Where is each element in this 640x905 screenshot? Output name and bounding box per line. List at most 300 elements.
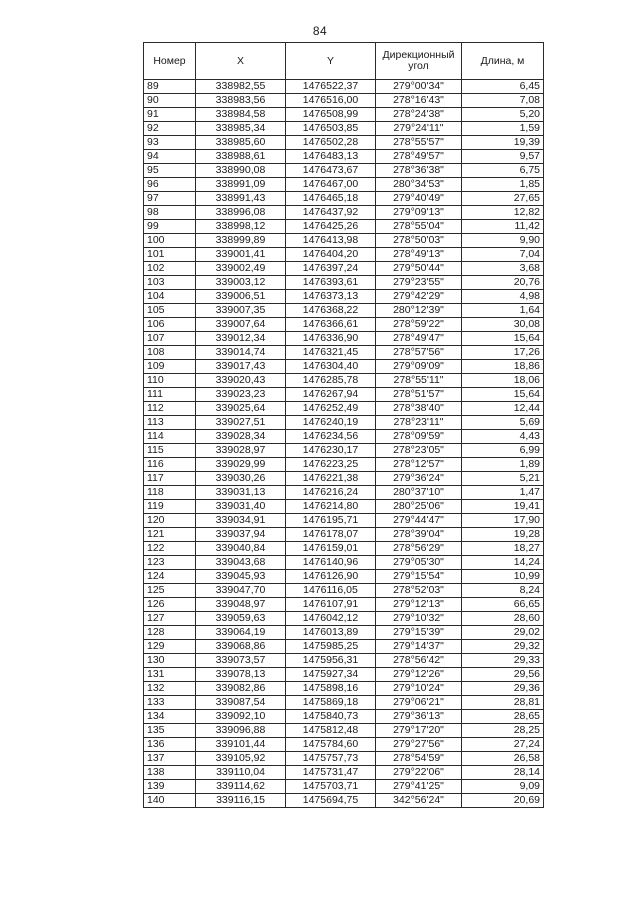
table-row	[144, 136, 544, 150]
cell-number: 110	[144, 374, 196, 388]
cell-direction: 279°10'32"	[376, 612, 462, 626]
table-row	[144, 108, 544, 122]
table-row	[144, 290, 544, 304]
cell-x: 339023,23	[196, 388, 286, 402]
table-row	[144, 346, 544, 360]
table-row	[144, 738, 544, 752]
cell-number: 99	[144, 220, 196, 234]
table-row	[144, 514, 544, 528]
table-row	[144, 192, 544, 206]
table-row	[144, 710, 544, 724]
cell-length: 30,08	[462, 318, 544, 332]
cell-number: 130	[144, 654, 196, 668]
cell-x: 339048,97	[196, 598, 286, 612]
cell-y: 1476178,07	[286, 528, 376, 542]
cell-number: 96	[144, 178, 196, 192]
cell-number: 101	[144, 248, 196, 262]
cell-x: 339001,41	[196, 248, 286, 262]
cell-y: 1475927,34	[286, 668, 376, 682]
cell-number: 126	[144, 598, 196, 612]
cell-direction: 279°23'55"	[376, 276, 462, 290]
cell-length: 1,85	[462, 178, 544, 192]
cell-y: 1476013,89	[286, 626, 376, 640]
cell-number: 121	[144, 528, 196, 542]
cell-x: 338982,55	[196, 80, 286, 94]
table-row	[144, 374, 544, 388]
cell-direction: 278°12'57"	[376, 458, 462, 472]
table-row	[144, 542, 544, 556]
cell-x: 339114,62	[196, 780, 286, 794]
cell-y: 1475985,25	[286, 640, 376, 654]
table-row	[144, 696, 544, 710]
cell-x: 338996,08	[196, 206, 286, 220]
cell-y: 1476252,49	[286, 402, 376, 416]
cell-x: 339087,54	[196, 696, 286, 710]
cell-length: 6,45	[462, 80, 544, 94]
table-row	[144, 528, 544, 542]
cell-number: 123	[144, 556, 196, 570]
table-row	[144, 262, 544, 276]
cell-y: 1476522,37	[286, 80, 376, 94]
cell-length: 7,08	[462, 94, 544, 108]
cell-direction: 280°34'53"	[376, 178, 462, 192]
cell-length: 3,68	[462, 262, 544, 276]
cell-y: 1476240,19	[286, 416, 376, 430]
cell-x: 339017,43	[196, 360, 286, 374]
cell-length: 17,26	[462, 346, 544, 360]
cell-length: 17,90	[462, 514, 544, 528]
cell-x: 338991,09	[196, 178, 286, 192]
cell-length: 28,14	[462, 766, 544, 780]
cell-length: 28,25	[462, 724, 544, 738]
table-row	[144, 206, 544, 220]
cell-y: 1475869,18	[286, 696, 376, 710]
cell-number: 90	[144, 94, 196, 108]
cell-direction: 278°09'59"	[376, 430, 462, 444]
header-row	[144, 43, 544, 80]
cell-number: 106	[144, 318, 196, 332]
header-x: X	[196, 43, 286, 80]
cell-length: 6,99	[462, 444, 544, 458]
cell-x: 338998,12	[196, 220, 286, 234]
cell-direction: 278°39'04"	[376, 528, 462, 542]
cell-length: 20,69	[462, 794, 544, 808]
cell-number: 104	[144, 290, 196, 304]
cell-direction: 278°49'13"	[376, 248, 462, 262]
cell-y: 1475784,60	[286, 738, 376, 752]
cell-y: 1476508,99	[286, 108, 376, 122]
cell-number: 115	[144, 444, 196, 458]
cell-number: 138	[144, 766, 196, 780]
cell-x: 339045,93	[196, 570, 286, 584]
cell-y: 1475898,16	[286, 682, 376, 696]
cell-length: 5,69	[462, 416, 544, 430]
cell-y: 1476195,71	[286, 514, 376, 528]
cell-number: 113	[144, 416, 196, 430]
cell-length: 29,56	[462, 668, 544, 682]
cell-direction: 278°55'57"	[376, 136, 462, 150]
cell-number: 111	[144, 388, 196, 402]
cell-y: 1476404,20	[286, 248, 376, 262]
cell-x: 339082,86	[196, 682, 286, 696]
table-row	[144, 682, 544, 696]
cell-y: 1476126,90	[286, 570, 376, 584]
table-row	[144, 654, 544, 668]
cell-y: 1476413,98	[286, 234, 376, 248]
cell-x: 339031,13	[196, 486, 286, 500]
cell-y: 1476465,18	[286, 192, 376, 206]
header-length: Длина, м	[462, 43, 544, 80]
cell-direction: 279°10'24"	[376, 682, 462, 696]
cell-length: 9,90	[462, 234, 544, 248]
cell-number: 129	[144, 640, 196, 654]
cell-direction: 278°16'43"	[376, 94, 462, 108]
cell-y: 1475840,73	[286, 710, 376, 724]
cell-direction: 278°49'47"	[376, 332, 462, 346]
cell-length: 15,64	[462, 332, 544, 346]
cell-y: 1476321,45	[286, 346, 376, 360]
cell-y: 1476467,00	[286, 178, 376, 192]
cell-number: 91	[144, 108, 196, 122]
cell-number: 137	[144, 752, 196, 766]
cell-number: 117	[144, 472, 196, 486]
cell-number: 102	[144, 262, 196, 276]
cell-direction: 279°15'54"	[376, 570, 462, 584]
cell-y: 1476366,61	[286, 318, 376, 332]
header-number: Номер	[144, 43, 196, 80]
cell-number: 118	[144, 486, 196, 500]
cell-length: 27,24	[462, 738, 544, 752]
cell-direction: 278°54'59"	[376, 752, 462, 766]
cell-y: 1476159,01	[286, 542, 376, 556]
cell-number: 124	[144, 570, 196, 584]
cell-direction: 280°37'10"	[376, 486, 462, 500]
cell-x: 339014,74	[196, 346, 286, 360]
header-direction	[376, 43, 462, 80]
cell-y: 1476230,17	[286, 444, 376, 458]
table-row	[144, 220, 544, 234]
header-direction-line2: угол	[408, 60, 429, 72]
cell-direction: 278°36'38"	[376, 164, 462, 178]
cell-length: 7,04	[462, 248, 544, 262]
cell-y: 1476397,24	[286, 262, 376, 276]
cell-x: 338999,89	[196, 234, 286, 248]
table-row	[144, 150, 544, 164]
cell-number: 98	[144, 206, 196, 220]
cell-y: 1476221,38	[286, 472, 376, 486]
cell-direction: 279°40'49"	[376, 192, 462, 206]
cell-direction: 279°14'37"	[376, 640, 462, 654]
cell-direction: 278°23'05"	[376, 444, 462, 458]
table-row	[144, 164, 544, 178]
cell-y: 1475694,75	[286, 794, 376, 808]
cell-number: 112	[144, 402, 196, 416]
cell-x: 339012,34	[196, 332, 286, 346]
cell-y: 1475731,47	[286, 766, 376, 780]
cell-y: 1476042,12	[286, 612, 376, 626]
table-row	[144, 556, 544, 570]
cell-direction: 342°56'24"	[376, 794, 462, 808]
cell-length: 6,75	[462, 164, 544, 178]
cell-number: 107	[144, 332, 196, 346]
cell-length: 1,89	[462, 458, 544, 472]
cell-x: 339064,19	[196, 626, 286, 640]
table-header	[144, 43, 544, 80]
cell-number: 134	[144, 710, 196, 724]
cell-y: 1475757,73	[286, 752, 376, 766]
table-row	[144, 318, 544, 332]
cell-x: 339007,35	[196, 304, 286, 318]
cell-y: 1476373,13	[286, 290, 376, 304]
table-row	[144, 276, 544, 290]
cell-x: 339020,43	[196, 374, 286, 388]
cell-direction: 279°09'09"	[376, 360, 462, 374]
table-row	[144, 388, 544, 402]
cell-x: 339040,84	[196, 542, 286, 556]
cell-length: 9,57	[462, 150, 544, 164]
cell-y: 1476483,13	[286, 150, 376, 164]
cell-x: 339101,44	[196, 738, 286, 752]
cell-number: 139	[144, 780, 196, 794]
cell-length: 18,86	[462, 360, 544, 374]
header-y: Y	[286, 43, 376, 80]
cell-length: 5,20	[462, 108, 544, 122]
cell-direction: 280°12'39"	[376, 304, 462, 318]
cell-x: 339059,63	[196, 612, 286, 626]
cell-number: 128	[144, 626, 196, 640]
cell-length: 19,39	[462, 136, 544, 150]
cell-x: 339030,26	[196, 472, 286, 486]
cell-number: 132	[144, 682, 196, 696]
cell-y: 1475956,31	[286, 654, 376, 668]
table-row	[144, 794, 544, 808]
cell-x: 339110,04	[196, 766, 286, 780]
cell-x: 338985,60	[196, 136, 286, 150]
cell-y: 1476336,90	[286, 332, 376, 346]
cell-direction: 279°22'06"	[376, 766, 462, 780]
cell-length: 29,33	[462, 654, 544, 668]
table-row	[144, 430, 544, 444]
header-direction-line1: Дирекционный	[382, 49, 455, 61]
table-body	[144, 80, 544, 808]
cell-number: 135	[144, 724, 196, 738]
cell-y: 1476116,05	[286, 584, 376, 598]
table-row	[144, 612, 544, 626]
cell-y: 1476437,92	[286, 206, 376, 220]
cell-direction: 278°56'29"	[376, 542, 462, 556]
cell-number: 94	[144, 150, 196, 164]
cell-x: 338983,56	[196, 94, 286, 108]
cell-x: 339028,34	[196, 430, 286, 444]
table-row	[144, 458, 544, 472]
cell-length: 19,28	[462, 528, 544, 542]
cell-direction: 279°36'13"	[376, 710, 462, 724]
cell-x: 339092,10	[196, 710, 286, 724]
cell-length: 29,02	[462, 626, 544, 640]
cell-x: 338984,58	[196, 108, 286, 122]
table-row	[144, 402, 544, 416]
cell-direction: 279°09'13"	[376, 206, 462, 220]
cell-x: 339043,68	[196, 556, 286, 570]
cell-direction: 278°38'40"	[376, 402, 462, 416]
cell-y: 1476223,25	[286, 458, 376, 472]
cell-y: 1476267,94	[286, 388, 376, 402]
cell-direction: 279°42'29"	[376, 290, 462, 304]
cell-y: 1476516,00	[286, 94, 376, 108]
cell-direction: 279°24'11"	[376, 122, 462, 136]
cell-y: 1476393,61	[286, 276, 376, 290]
cell-direction: 280°25'06"	[376, 500, 462, 514]
cell-length: 29,36	[462, 682, 544, 696]
cell-x: 338985,34	[196, 122, 286, 136]
cell-y: 1475703,71	[286, 780, 376, 794]
cell-direction: 279°27'56"	[376, 738, 462, 752]
table-row	[144, 332, 544, 346]
cell-number: 131	[144, 668, 196, 682]
cell-x: 338991,43	[196, 192, 286, 206]
cell-length: 28,81	[462, 696, 544, 710]
cell-direction: 279°50'44"	[376, 262, 462, 276]
table-row	[144, 724, 544, 738]
cell-number: 120	[144, 514, 196, 528]
cell-number: 140	[144, 794, 196, 808]
cell-direction: 278°49'57"	[376, 150, 462, 164]
cell-length: 18,27	[462, 542, 544, 556]
table-row	[144, 668, 544, 682]
cell-x: 338988,61	[196, 150, 286, 164]
cell-length: 27,65	[462, 192, 544, 206]
table-row	[144, 304, 544, 318]
table-row	[144, 234, 544, 248]
cell-length: 12,44	[462, 402, 544, 416]
cell-number: 109	[144, 360, 196, 374]
cell-length: 11,42	[462, 220, 544, 234]
cell-x: 339025,64	[196, 402, 286, 416]
cell-x: 339096,88	[196, 724, 286, 738]
cell-number: 92	[144, 122, 196, 136]
cell-length: 10,99	[462, 570, 544, 584]
table-row	[144, 416, 544, 430]
cell-number: 105	[144, 304, 196, 318]
cell-number: 95	[144, 164, 196, 178]
cell-direction: 278°55'11"	[376, 374, 462, 388]
table-row	[144, 780, 544, 794]
cell-length: 66,65	[462, 598, 544, 612]
cell-number: 125	[144, 584, 196, 598]
cell-direction: 279°12'13"	[376, 598, 462, 612]
table-row	[144, 94, 544, 108]
cell-y: 1476473,67	[286, 164, 376, 178]
cell-length: 26,58	[462, 752, 544, 766]
table-row	[144, 598, 544, 612]
table-row	[144, 766, 544, 780]
cell-length: 4,43	[462, 430, 544, 444]
cell-x: 339037,94	[196, 528, 286, 542]
cell-y: 1476304,40	[286, 360, 376, 374]
cell-number: 119	[144, 500, 196, 514]
cell-direction: 279°41'25"	[376, 780, 462, 794]
cell-length: 28,65	[462, 710, 544, 724]
cell-x: 338990,08	[196, 164, 286, 178]
cell-direction: 278°55'04"	[376, 220, 462, 234]
table-row	[144, 178, 544, 192]
cell-y: 1476368,22	[286, 304, 376, 318]
cell-direction: 278°23'11"	[376, 416, 462, 430]
cell-x: 339047,70	[196, 584, 286, 598]
cell-direction: 279°00'34"	[376, 80, 462, 94]
cell-number: 93	[144, 136, 196, 150]
cell-direction: 278°59'22"	[376, 318, 462, 332]
cell-number: 100	[144, 234, 196, 248]
cell-direction: 279°05'30"	[376, 556, 462, 570]
cell-number: 116	[144, 458, 196, 472]
cell-y: 1476285,78	[286, 374, 376, 388]
cell-direction: 278°56'42"	[376, 654, 462, 668]
table-row	[144, 752, 544, 766]
cell-y: 1476216,24	[286, 486, 376, 500]
cell-number: 114	[144, 430, 196, 444]
cell-length: 28,60	[462, 612, 544, 626]
cell-length: 15,64	[462, 388, 544, 402]
cell-y: 1476140,96	[286, 556, 376, 570]
cell-x: 339078,13	[196, 668, 286, 682]
cell-length: 1,64	[462, 304, 544, 318]
cell-x: 339028,97	[196, 444, 286, 458]
cell-number: 103	[144, 276, 196, 290]
cell-length: 5,21	[462, 472, 544, 486]
cell-x: 339027,51	[196, 416, 286, 430]
cell-direction: 278°24'38"	[376, 108, 462, 122]
cell-direction: 279°44'47"	[376, 514, 462, 528]
cell-x: 339116,15	[196, 794, 286, 808]
cell-x: 339073,57	[196, 654, 286, 668]
cell-length: 14,24	[462, 556, 544, 570]
cell-y: 1476502,28	[286, 136, 376, 150]
cell-x: 339002,49	[196, 262, 286, 276]
cell-direction: 279°12'26"	[376, 668, 462, 682]
cell-direction: 278°51'57"	[376, 388, 462, 402]
cell-number: 122	[144, 542, 196, 556]
table-row	[144, 584, 544, 598]
cell-length: 4,98	[462, 290, 544, 304]
cell-direction: 278°52'03"	[376, 584, 462, 598]
cell-number: 133	[144, 696, 196, 710]
cell-length: 20,76	[462, 276, 544, 290]
cell-x: 339034,91	[196, 514, 286, 528]
cell-y: 1476425,26	[286, 220, 376, 234]
cell-number: 97	[144, 192, 196, 206]
cell-x: 339031,40	[196, 500, 286, 514]
cell-length: 9,09	[462, 780, 544, 794]
table-row	[144, 500, 544, 514]
cell-number: 136	[144, 738, 196, 752]
cell-direction: 279°15'39"	[376, 626, 462, 640]
cell-number: 127	[144, 612, 196, 626]
cell-direction: 279°36'24"	[376, 472, 462, 486]
cell-length: 19,41	[462, 500, 544, 514]
cell-x: 339006,51	[196, 290, 286, 304]
cell-direction: 278°57'56"	[376, 346, 462, 360]
cell-length: 1,47	[462, 486, 544, 500]
table-row	[144, 360, 544, 374]
table-row	[144, 248, 544, 262]
cell-y: 1476503,85	[286, 122, 376, 136]
table-row	[144, 570, 544, 584]
cell-x: 339068,86	[196, 640, 286, 654]
cell-y: 1475812,48	[286, 724, 376, 738]
coordinates-table	[143, 42, 544, 808]
cell-x: 339007,64	[196, 318, 286, 332]
